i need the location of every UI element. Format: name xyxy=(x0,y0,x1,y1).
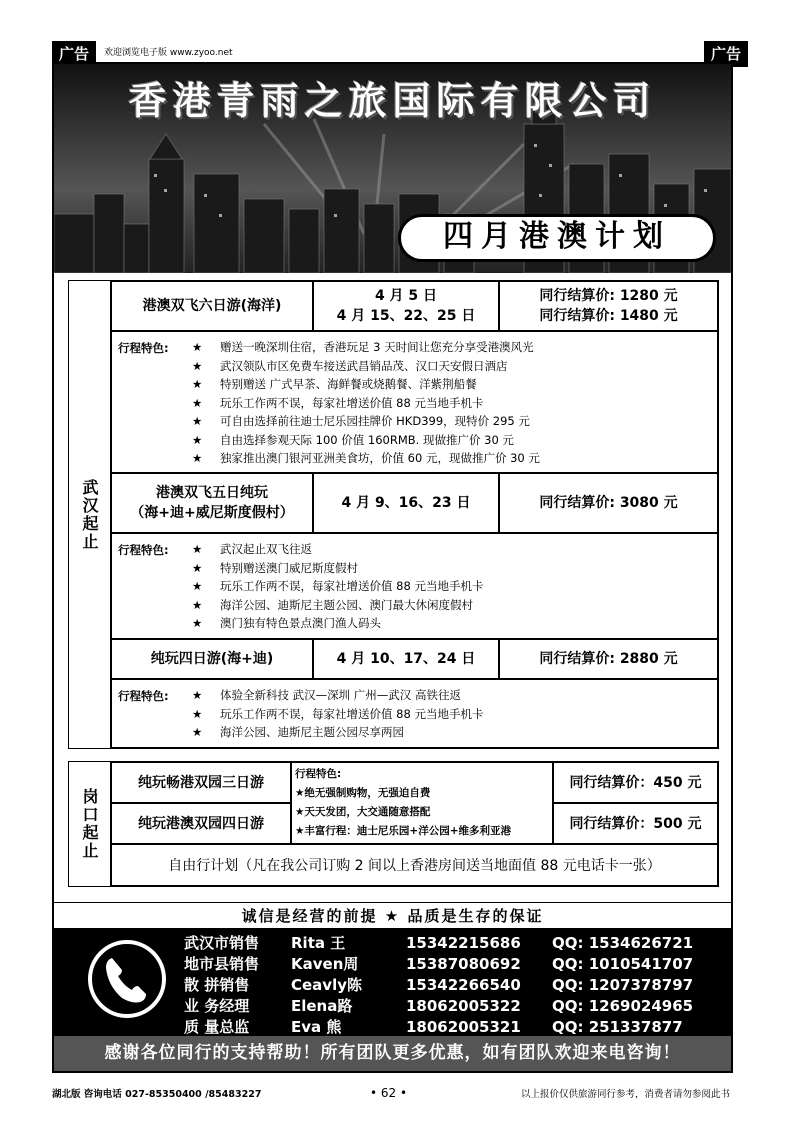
feature-item: ★ 独家推出澳门银河亚洲美食坊，价值 60 元，现做推广价 30 元 xyxy=(192,449,540,468)
tour-row xyxy=(111,281,718,331)
contact-qq: QQ: 251337877 xyxy=(552,1018,683,1036)
plan-title: 四月港澳计划 xyxy=(398,214,716,262)
feature-item: ★丰富行程：迪士尼乐园+洋公园+维多利亚港 xyxy=(295,825,512,837)
tour-name-line: （海+迪+威尼斯度假村） xyxy=(130,505,294,521)
contact-phone[interactable]: 15342215686 xyxy=(406,934,521,952)
gangkou-features xyxy=(295,765,511,841)
contact-name: Eva 熊 xyxy=(291,1018,342,1036)
tour-name: 纯玩四日游(海+迪) xyxy=(111,639,313,679)
feature-item: ★ 玩乐工作两不误，每家社增送价值 88 元当地手机卡 xyxy=(192,705,483,724)
tour-date: 4 月 15、22、25 日 xyxy=(336,308,476,324)
tour-name: 纯玩港澳双园四日游 xyxy=(111,803,291,844)
banner xyxy=(54,64,731,273)
tour-date: 4 月 5 日 xyxy=(374,288,438,304)
contact-name: Kaven周 xyxy=(291,955,359,973)
ad-label-left: 广告 xyxy=(52,41,96,67)
feature-item: ★ 澳门独有特色景点澳门渔人码头 xyxy=(192,614,483,633)
feature-item: ★ 玩乐工作两不误，每家社增送价值 88 元当地手机卡 xyxy=(192,394,540,413)
tour-name xyxy=(111,473,313,533)
footer-left: 湖北版 咨询电话 027-85350400 /85483227 xyxy=(52,1089,262,1100)
page-number: • 62 • xyxy=(370,1086,408,1100)
feature-item: ★ 海洋公园、迪斯尼主题公园尽享两园 xyxy=(192,723,483,742)
tour-price: 同行结算价: 3080 元 xyxy=(499,473,718,533)
phone-icon xyxy=(88,940,166,1018)
gangkou-label: 岗口起止 xyxy=(69,762,111,886)
wuhan-section xyxy=(68,280,719,749)
contact-name: Rita 王 xyxy=(291,934,346,952)
tour-row xyxy=(111,639,718,679)
feature-item: 行程特色: xyxy=(295,768,342,780)
tour-dates: 4 月 10、17、24 日 xyxy=(313,639,499,679)
tour-price xyxy=(499,281,718,331)
tour-dates xyxy=(313,281,499,331)
tour-dates: 4 月 9、16、23 日 xyxy=(313,473,499,533)
contact-role: 质 量总监 xyxy=(184,1018,250,1036)
site-text[interactable]: 欢迎浏览电子版 www.zyoo.net xyxy=(104,48,233,58)
contact-role: 武汉市销售 xyxy=(184,934,260,952)
ad-label-right: 广告 xyxy=(704,41,748,67)
features-label: 行程特色: xyxy=(118,689,169,703)
contact-name: Ceavly陈 xyxy=(291,976,363,994)
company-name: 香港青雨之旅国际有限公司 xyxy=(128,79,657,123)
tour-row xyxy=(111,473,718,533)
feature-item: ★ 可自由选择前往迪士尼乐园挂牌价 HKD399，现特价 295 元 xyxy=(192,412,540,431)
thanks-banner: 感谢各位同行的支持帮助！所有团队更多优惠，如有团队欢迎来电咨询！ xyxy=(54,1036,731,1071)
feature-item: ★ 海洋公园、迪斯尼主题公园、澳门最大休闲度假村 xyxy=(192,596,483,615)
tour-name: 港澳双飞六日游(海洋) xyxy=(111,281,313,331)
feature-item: ★ 武汉领队市区免费车接送武昌销品茂、汉口天安假日酒店 xyxy=(192,357,540,376)
feature-item: ★ 赠送一晚深圳住宿，香港玩足 3 天时间让您充分享受港澳风光 xyxy=(192,338,540,357)
feature-item: ★ 特别赠送 广式早茶、海鲜餐或烧鹅餐、洋紫荆船餐 xyxy=(192,375,540,394)
features-label: 行程特色: xyxy=(118,543,169,557)
feature-item: ★ 玩乐工作两不误，每家社增送价值 88 元当地手机卡 xyxy=(192,577,483,596)
contact-role: 散 拼销售 xyxy=(184,976,250,994)
contact-qq: QQ: 1269024965 xyxy=(552,997,694,1015)
contact-role: 地市县销售 xyxy=(184,955,260,973)
feature-item: ★ 武汉起止双飞往返 xyxy=(192,540,483,559)
feature-item: ★ 自由选择参观天际 100 价值 160RMB. 现做推广价 30 元 xyxy=(192,431,540,450)
contact-role: 业 务经理 xyxy=(184,997,250,1015)
footer-right: 以上报价仅供旅游同行参考，消费者请勿参阅此书 xyxy=(520,1089,730,1100)
wuhan-label: 武汉起止 xyxy=(69,281,111,748)
contact-name: Elena路 xyxy=(291,997,353,1015)
contact-qq: QQ: 1534626721 xyxy=(552,934,694,952)
ad-frame xyxy=(52,62,733,1073)
tour-price: 同行结算价：500 元 xyxy=(553,803,718,844)
feature-item: ★ 特别赠送澳门威尼斯度假村 xyxy=(192,559,483,578)
gangkou-section xyxy=(68,761,719,887)
contact-phone[interactable]: 18062005321 xyxy=(406,1018,521,1036)
tour-features xyxy=(111,533,718,639)
price-line: 同行结算价: 1480 元 xyxy=(539,308,678,324)
slogan: 诚信是经营的前提 ★ 品质是生存的保证 xyxy=(54,902,731,928)
price-line: 同行结算价: 1280 元 xyxy=(539,288,678,304)
features-label: 行程特色: xyxy=(118,341,169,355)
contact-qq: QQ: 1010541707 xyxy=(552,955,694,973)
contact-phone[interactable]: 15342266540 xyxy=(406,976,521,994)
tour-features xyxy=(111,331,718,473)
tour-features xyxy=(111,679,718,748)
feature-item: ★天天发团，大交通随意搭配 xyxy=(295,806,431,818)
contact-panel xyxy=(54,928,731,1036)
tour-name: 纯玩畅港双园三日游 xyxy=(111,762,291,803)
contact-phone[interactable]: 15387080692 xyxy=(406,955,521,973)
contact-qq: QQ: 1207378797 xyxy=(552,976,694,994)
feature-item: ★ 体验全新科技 武汉—深圳 广州—武汉 高铁往返 xyxy=(192,686,483,705)
free-plan: 自由行计划（凡在我公司订购 2 间以上香港房间送当地面值 88 元电话卡一张） xyxy=(111,844,718,886)
tour-name-line: 港澳双飞五日纯玩 xyxy=(156,485,268,501)
tour-price: 同行结算价: 2880 元 xyxy=(499,639,718,679)
contact-phone[interactable]: 18062005322 xyxy=(406,997,521,1015)
feature-item: ★绝无强制购物，无强迫自费 xyxy=(295,787,431,799)
tour-price: 同行结算价：450 元 xyxy=(553,762,718,803)
